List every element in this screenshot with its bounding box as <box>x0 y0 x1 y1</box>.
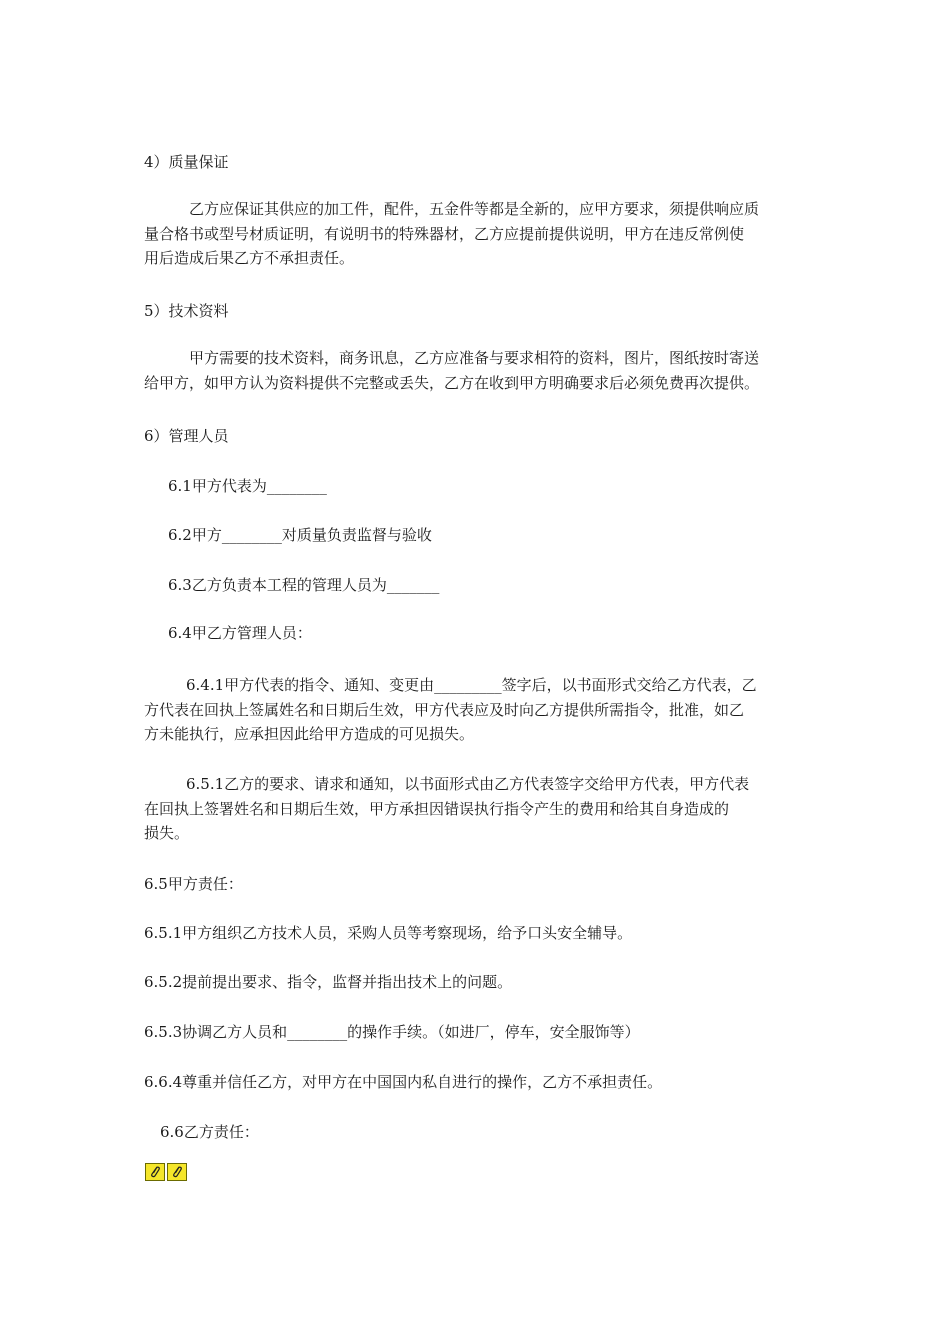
section-6-heading: 6）管理人员 <box>144 427 229 445</box>
paragraph-line: 甲方需要的技术资料，商务讯息，乙方应准备与要求相符的资料，图片，图纸按时寄送 <box>144 349 760 367</box>
paragraph-line: 乙方应保证其供应的加工件，配件，五金件等都是全新的，应甲方要求，须提供响应质 <box>144 200 760 218</box>
paragraph-line: 6.4.1甲方代表的指令、通知、变更由_________签字后，以书面形式交给乙方代表，乙 <box>186 676 757 694</box>
attachment-icons <box>145 1163 187 1181</box>
item-6-5: 6.5甲方责任： <box>144 875 243 893</box>
paragraph-line: 损失。 <box>144 824 190 842</box>
paragraph-line: 在回执上签署姓名和日期后生效，甲方承担因错误执行指令产生的费用和给其自身造成的 <box>144 799 730 818</box>
paperclip-icon[interactable] <box>167 1163 187 1181</box>
section-4-heading: 4）质量保证 <box>144 153 229 171</box>
item-6-3: 6.3乙方负责本工程的管理人员为_______ <box>168 576 440 594</box>
item-6-6-4: 6.6.4尊重并信任乙方，对甲方在中国国内私自进行的操作，乙方不承担责任。 <box>144 1073 663 1091</box>
item-6-4-1 <box>144 673 816 747</box>
item-6-5-1-a <box>144 772 816 846</box>
item-6-5-2: 6.5.2提前提出要求、指令，监督并指出技术上的问题。 <box>144 973 513 991</box>
paragraph-line: 6.5.1乙方的要求、请求和通知，以书面形式由乙方代表签字交给甲方代表，甲方代表 <box>186 775 750 793</box>
item-6-1: 6.1甲方代表为________ <box>168 477 327 495</box>
section-5-heading: 5）技术资料 <box>144 302 229 320</box>
paperclip-icon[interactable] <box>145 1163 165 1181</box>
paragraph-line: 方代表在回执上签属姓名和日期后生效，甲方代表应及时向乙方提供所需指令，批准，如乙 <box>144 700 745 719</box>
item-6-2: 6.2甲方________对质量负责监督与验收 <box>168 526 432 544</box>
item-6-5-3: 6.5.3协调乙方人员和________的操作手续。（如进厂，停车，安全服饰等） <box>144 1023 640 1041</box>
paragraph-line: 量合格书或型号材质证明，有说明书的特殊器材，乙方应提前提供说明，甲方在违反常例使 <box>144 224 745 243</box>
item-6-4: 6.4甲乙方管理人员： <box>168 624 312 642</box>
paragraph-line: 用后造成后果乙方不承担责任。 <box>144 249 355 267</box>
section-4-paragraph <box>144 197 816 271</box>
item-6-6: 6.6乙方责任： <box>160 1123 259 1141</box>
section-5-paragraph <box>144 346 816 395</box>
item-6-5-1-b: 6.5.1甲方组织乙方技术人员，采购人员等考察现场，给予口头安全辅导。 <box>144 924 633 942</box>
paragraph-line: 给甲方，如甲方认为资料提供不完整或丢失，乙方在收到甲方明确要求后必须免费再次提供。 <box>144 373 760 392</box>
paragraph-line: 方未能执行，应承担因此给甲方造成的可见损失。 <box>144 725 475 743</box>
